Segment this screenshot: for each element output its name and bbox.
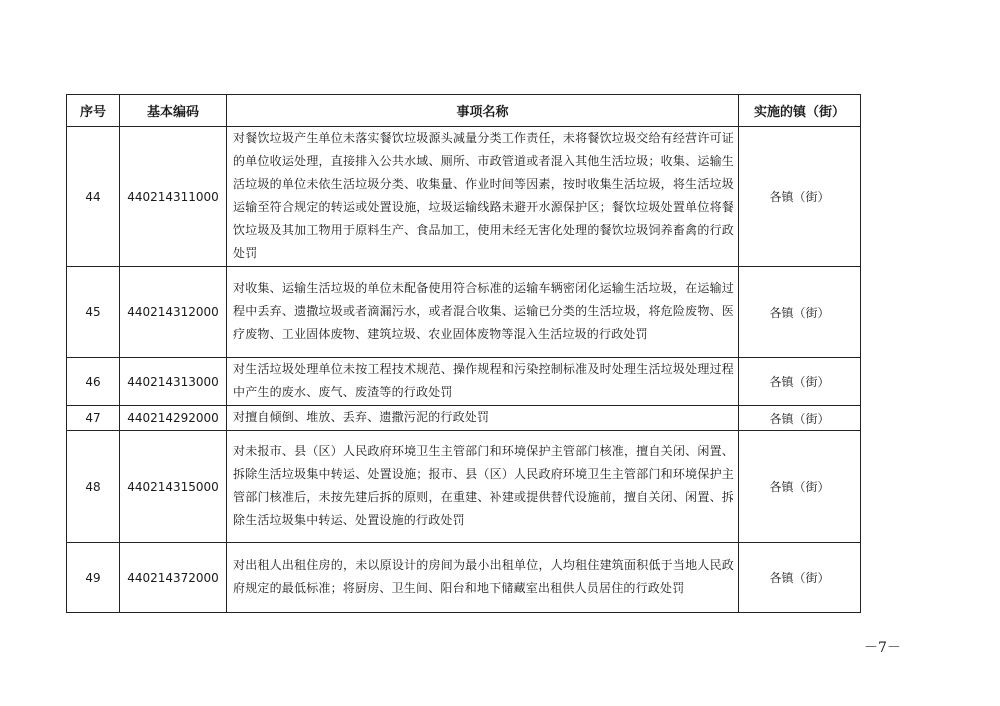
- table-row: [67, 406, 861, 431]
- page-number: －7－: [864, 640, 901, 656]
- row-description: 对擅自倾倒、堆放、丢弃、遗撒污泥的行政处罚: [227, 406, 739, 431]
- row-town: 各镇（街）: [739, 358, 861, 406]
- row-code: 440214372000: [120, 543, 227, 613]
- row-town: 各镇（街）: [739, 431, 861, 543]
- row-code: 440214315000: [120, 431, 227, 543]
- row-description: 对生活垃圾处理单位未按工程技术规范、操作规程和污染控制标准及时处理生活垃圾处理过程中产生的废水、废气、废渣等的行政处罚: [227, 358, 739, 406]
- row-town: 各镇（街）: [739, 267, 861, 358]
- row-code: 440214292000: [120, 406, 227, 431]
- row-no: 45: [67, 267, 120, 358]
- row-no: 48: [67, 431, 120, 543]
- row-description: 对收集、运输生活垃圾的单位未配备使用符合标准的运输车辆密闭化运输生活垃圾，在运输过程中丢弃、遗撒垃圾或者滴漏污水，或者混合收集、运输已分类的生活垃圾，将危险废物、医疗废物、工业固体废物、建筑垃圾、农业固体废物等混入生活垃圾的行政处罚: [227, 267, 739, 358]
- header-no: 序号: [67, 95, 120, 127]
- row-description: 对餐饮垃圾产生单位未落实餐饮垃圾源头减量分类工作责任，未将餐饮垃圾交给有经营许可证的单位收运处理，直接排入公共水域、厕所、市政管道或者混入其他生活垃圾；收集、运输生活垃圾的单位未依生活垃圾分类、收集量、作业时间等因素，按时收集生活垃圾，将生活垃圾运输至符合规定的转运或处置设施，垃圾运输线路未避开水源保护区；餐饮垃圾处置单位将餐饮垃圾及其加工物用于原料生产、食品加工，使用未经无害化处理的餐饮垃圾饲养畜禽的行政处罚: [227, 127, 739, 267]
- table-row: [67, 358, 861, 406]
- row-description: 对未报市、县（区）人民政府环境卫生主管部门和环境保护主管部门核准，擅自关闭、闲置、拆除生活垃圾集中转运、处置设施；报市、县（区）人民政府环境卫生主管部门和环境保护主管部门核准后，未按先建后拆的原则，在重建、补建或提供替代设施前，擅自关闭、闲置、拆除生活垃圾集中转运、处置设施的行政处罚: [227, 431, 739, 543]
- row-no: 49: [67, 543, 120, 613]
- table-row: [67, 267, 861, 358]
- row-no: 46: [67, 358, 120, 406]
- header-row: [67, 95, 861, 127]
- row-town: 各镇（街）: [739, 543, 861, 613]
- row-code: 440214313000: [120, 358, 227, 406]
- row-no: 47: [67, 406, 120, 431]
- items-table: [66, 94, 861, 613]
- row-description: 对出租人出租住房的，未以原设计的房间为最小出租单位，人均租住建筑面积低于当地人民政府规定的最低标准；将厨房、卫生间、阳台和地下储藏室出租供人员居住的行政处罚: [227, 543, 739, 613]
- table-row: [67, 431, 861, 543]
- table-row: [67, 543, 861, 613]
- header-item-name: 事项名称: [227, 95, 739, 127]
- table-row: [67, 127, 861, 267]
- header-town: 实施的镇（街）: [739, 95, 861, 127]
- row-no: 44: [67, 127, 120, 267]
- row-town: 各镇（街）: [739, 127, 861, 267]
- header-code: 基本编码: [120, 95, 227, 127]
- row-code: 440214311000: [120, 127, 227, 267]
- row-code: 440214312000: [120, 267, 227, 358]
- row-town: 各镇（街）: [739, 406, 861, 431]
